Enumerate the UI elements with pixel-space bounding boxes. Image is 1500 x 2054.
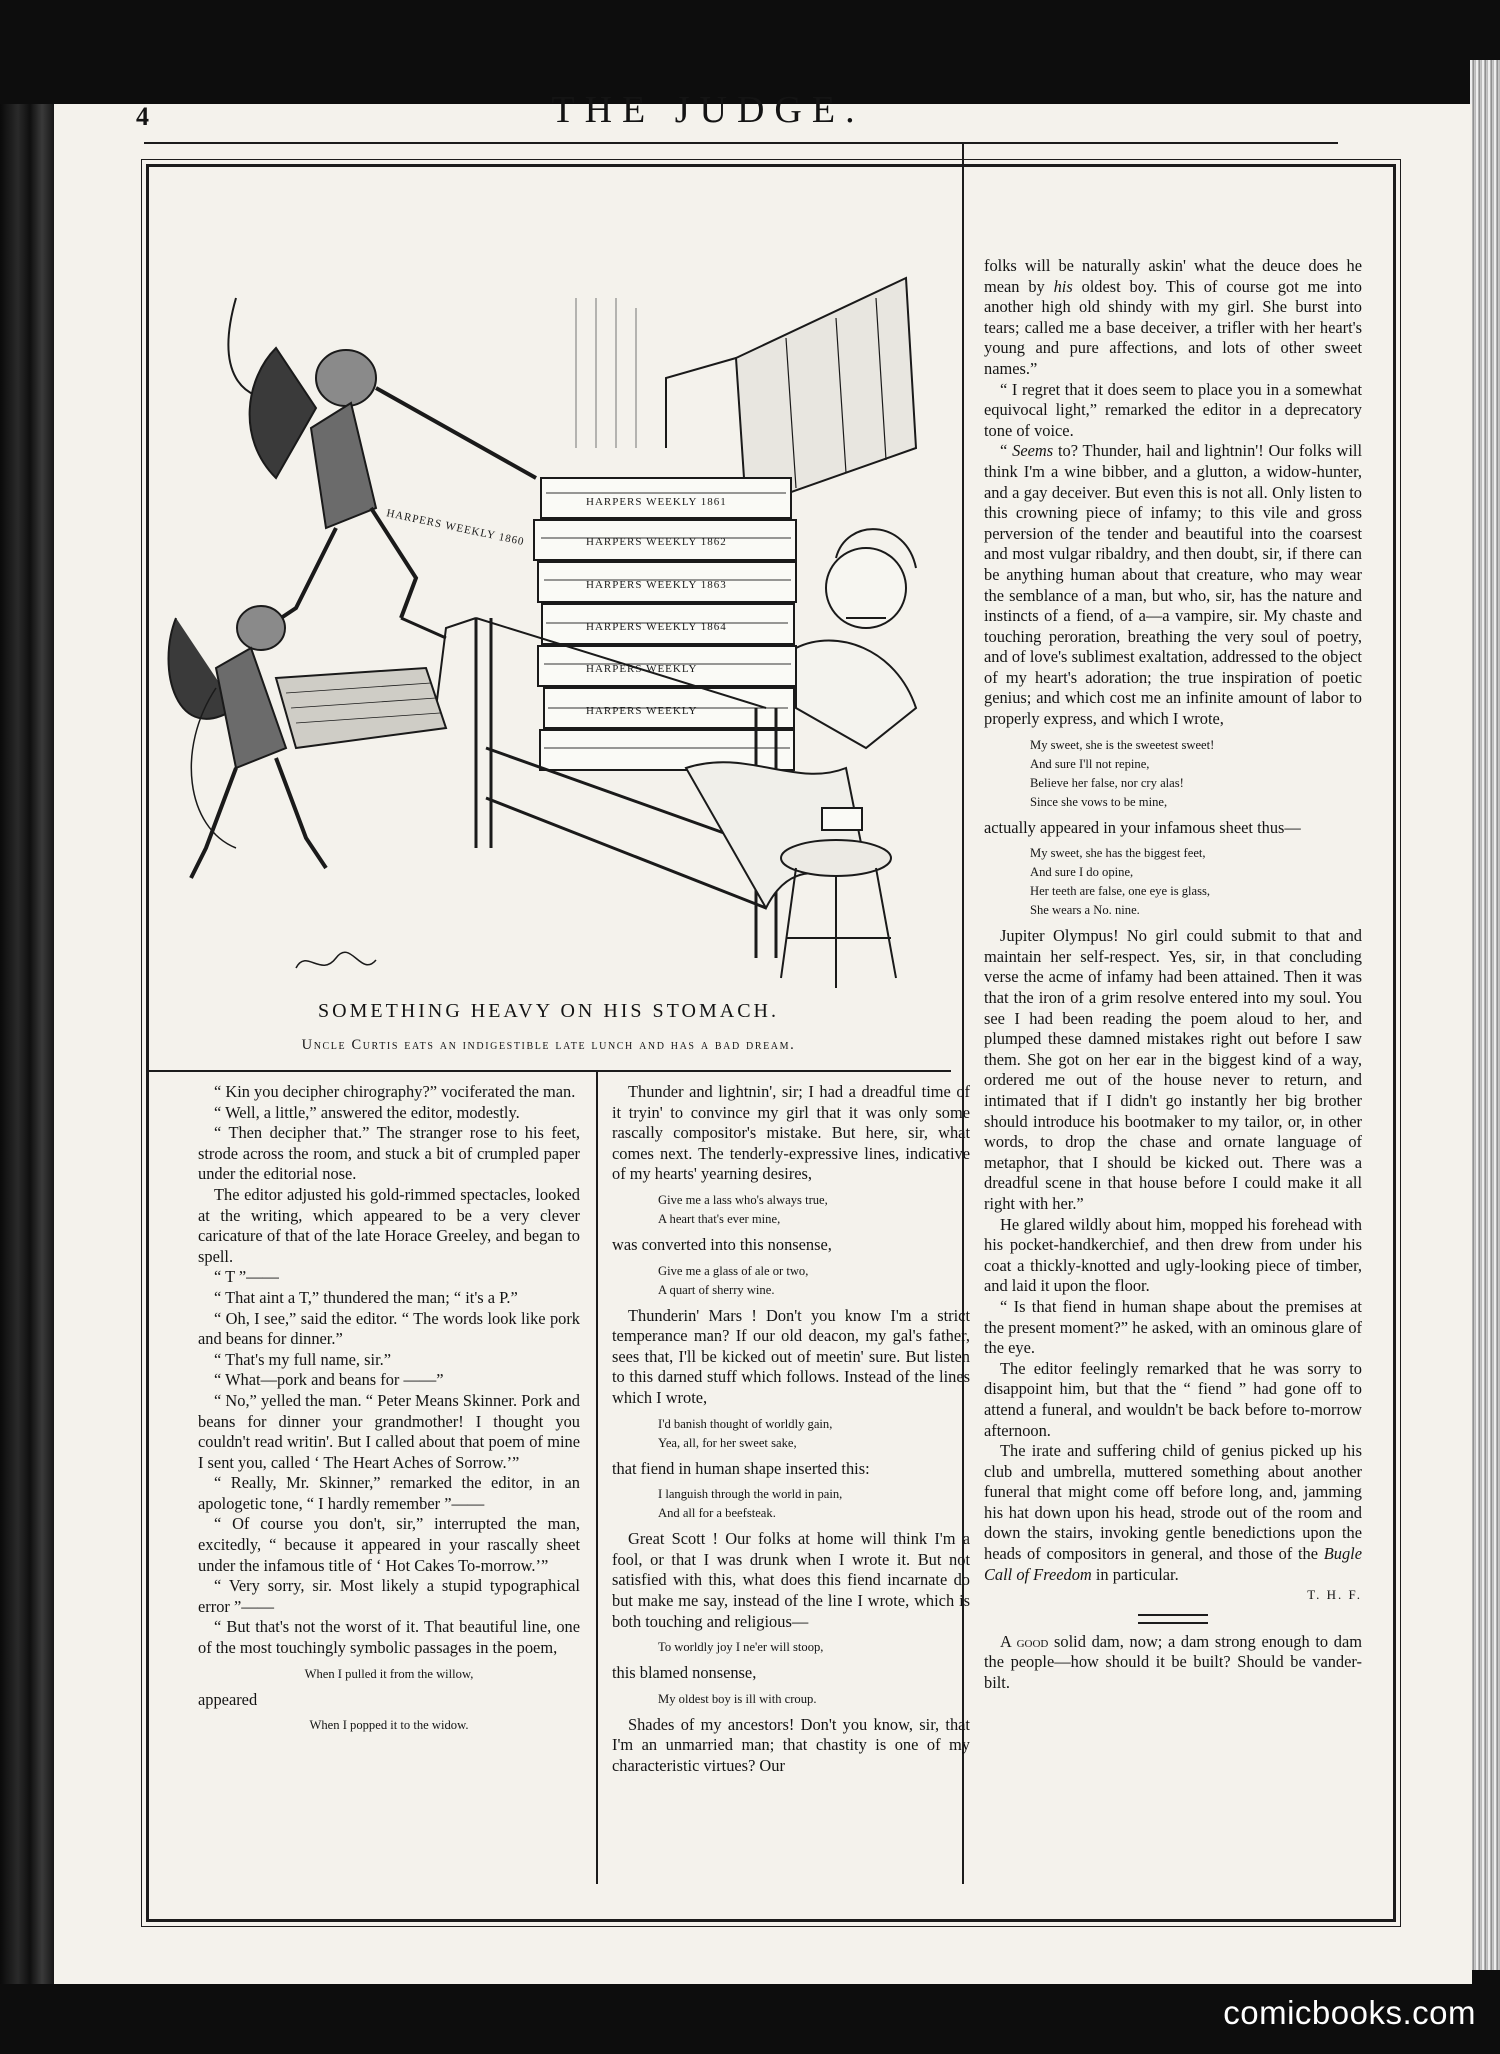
illustration-caption-subtitle: Uncle Curtis eats an indigestible late lunch and has a bad dream. xyxy=(301,1037,796,1053)
verse-line: A heart that's ever mine, xyxy=(658,1211,781,1226)
verse-line: Yea, all, for her sweet sake, xyxy=(658,1435,797,1450)
text-run: in particular. xyxy=(1091,1564,1179,1584)
article-column-1 xyxy=(198,1082,580,1741)
text-run: A xyxy=(1000,1631,1017,1651)
verse xyxy=(1030,844,1362,920)
paragraph xyxy=(984,1632,1362,1694)
illustration-caption-title: SOMETHING HEAVY ON HIS STOMACH. xyxy=(318,1000,779,1022)
verse xyxy=(658,1485,970,1523)
author-initials: T. H. F. xyxy=(1307,1587,1362,1603)
book-spine-label: HARPERS WEEKLY 1863 xyxy=(586,579,727,591)
caption-rule xyxy=(146,1070,951,1072)
book-spine-label: HARPERS WEEKLY xyxy=(586,663,698,675)
paragraph: “ Then decipher that.” The stranger rose to his feet, strode across the room, and stuck a bit of crumpled paper under the editorial nose. xyxy=(198,1123,580,1184)
text-run: to? Thunder, hail and lightnin'! Our folks will think I'm a wine bibber, and a glutton, a widow-hunter, and a gay deceiver. But even this is not all. Only listen to this crowning piece of infamy; to this vile and gross perversion of the tender and beautiful into the coarsest and most vulgar ribaldry, and then doubt, sir, if there can be anything human about that creature, who may wear the semblance of a man, but who, sir, has the nature and instincts of a fiend, of a—a vampire, sir. My chaste and touching peroration, breathing the very soul of poetry, and of love's sublimest exaltation, addressed to the object of my heart's adoration; the true inspiration of poetic genius; and which cost me an infinite amount of labor to properly express, and which I wrote, xyxy=(984,441,1362,729)
paragraph: Shades of my ancestors! Don't you know, sir, that I'm an unmarried man; that chastity is one of my characteristic virtues? Our xyxy=(612,1714,970,1775)
page-number: 4 xyxy=(136,102,149,131)
masthead-title: THE JUDGE. xyxy=(551,89,865,131)
paragraph: “ No,” yelled the man. “ Peter Means Skinner. Pork and beans for dinner your grandmother! I thought you couldn't read writin'. But I called about that poem of mine I sent you, called ‘ The Heart Aches of Sorrow.’” xyxy=(198,1390,580,1472)
paragraph: Thunder and lightnin', sir; I had a dreadful time of it tryin' to convince my girl that it was only some rascally compositor's mistake. But here, sir, what comes next. The tenderly-expressive lines, indicative of my hearts' yearning desires, xyxy=(612,1082,970,1184)
paragraph xyxy=(984,256,1362,380)
book-spine-label: HARPERS WEEKLY 1860 xyxy=(385,507,526,549)
paragraph: “ T ”—— xyxy=(214,1267,279,1287)
verse xyxy=(1030,736,1362,812)
paragraph: appeared xyxy=(198,1689,258,1709)
text-run: folks will be naturally askin' what the deuce does he mean by xyxy=(984,256,1362,296)
book-spine-label: HARPERS WEEKLY 1862 xyxy=(586,536,727,548)
paragraph: Jupiter Olympus! No girl could submit to that and maintain her self-respect. Yes, sir, in that concluding verse the acme of infamy had been attained. Then it was that the iron of a grim resolve entered into my soul. You see I had been reading the poem aloud to her, and plumped these damned mistakes right out before I saw them. She got on her ear in the biggest kind of a way, ordered me out of the house never to return, and intimated that if I didn't go instantly her big brother should introduce his bootmaker to my tailor, or, in other words, to drop the chase and ornate language of metaphor, that I should be kicked out. There was a dreadful scene in that house before I could make it all right with her.” xyxy=(984,926,1362,1213)
paragraph: “ That's my full name, sir.” xyxy=(214,1349,391,1369)
verse-line: A quart of sherry wine. xyxy=(658,1282,775,1297)
verse xyxy=(658,1191,970,1229)
verse-line: And sure I'll not repine, xyxy=(1030,756,1150,771)
paragraph: Thunderin' Mars ! Don't you know I'm a strict temperance man? If our old deacon, my gal's father, sees that, I'll be kicked out of meetin' sure. But listen to this darned stuff which follows. Instead of the lines which I wrote, xyxy=(612,1305,970,1407)
verse-line: My sweet, she has the biggest feet, xyxy=(1030,846,1206,861)
paragraph: “ I regret that it does seem to place you in a somewhat equivocal light,” remarked the editor in a deprecatory tone of voice. xyxy=(984,379,1362,440)
paragraph xyxy=(984,441,1362,729)
paragraph: “ Of course you don't, sir,” interrupted the man, excitedly, “ because it appeared in your rascally sheet under the infamous title of ‘ Hot Cakes To-morrow.’” xyxy=(198,1514,580,1575)
verse-line: Give me a lass who's always true, xyxy=(658,1192,828,1207)
verse-line: I'd banish thought of worldly gain, xyxy=(658,1416,833,1431)
paragraph xyxy=(984,1441,1362,1585)
watermark: comicbooks.com xyxy=(1223,1994,1476,2031)
column-rule-middle xyxy=(596,1072,598,1884)
paragraph: “ Very sorry, sir. Most likely a stupid typographical error ”—— xyxy=(198,1576,580,1616)
verse-line: And all for a beefsteak. xyxy=(658,1506,776,1521)
verse-line: When I pulled it from the willow, xyxy=(304,1666,474,1681)
verse xyxy=(658,1638,970,1657)
article-column-2 xyxy=(612,1082,970,1776)
verse xyxy=(658,1690,970,1709)
paragraph: He glared wildly about him, mopped his forehead with his pocket-handkerchief, and then drew from under his coat a thickly-knotted and ugly-looking piece of timber, and laid it upon the floor. xyxy=(984,1214,1362,1296)
paragraph: “ Kin you decipher chirography?” vociferated the man. xyxy=(214,1082,576,1101)
verse-line: Since she vows to be mine, xyxy=(1030,794,1168,809)
verse-line: Give me a glass of ale or two, xyxy=(658,1263,809,1278)
paragraph: “ Is that fiend in human shape about the premises at the present moment?” he asked, with an ominous glare of the eye. xyxy=(984,1296,1362,1358)
verse-line: My sweet, she is the sweetest sweet! xyxy=(1030,737,1215,752)
emphasis: Seems xyxy=(1012,441,1054,461)
text-run: “ xyxy=(1000,441,1013,461)
article-column-3 xyxy=(984,256,1362,1694)
verse-line: When I popped it to the widow. xyxy=(309,1718,469,1733)
book-spine-label: HARPERS WEEKLY 1864 xyxy=(586,621,727,633)
paragraph: The editor feelingly remarked that he was sorry to disappoint him, but that the “ fiend ” had gone off to attend a funeral, and wouldn't be back before to-morrow afternoon. xyxy=(984,1358,1362,1440)
verse-line: She wears a No. nine. xyxy=(1030,903,1140,918)
verse xyxy=(658,1262,970,1300)
paragraph: “ Well, a little,” answered the editor, modestly. xyxy=(214,1102,520,1122)
cartoon-illustration xyxy=(146,148,951,992)
emphasis: his xyxy=(1053,276,1073,296)
verse xyxy=(658,1415,970,1453)
verse-line: My oldest boy is ill with croup. xyxy=(658,1691,817,1706)
verse-line: Her teeth are false, one eye is glass, xyxy=(1030,884,1211,899)
book-spine-label: HARPERS WEEKLY xyxy=(586,705,698,717)
section-ornament xyxy=(1138,1614,1208,1624)
small-caps-text: good xyxy=(1016,1631,1049,1651)
text-run: solid dam, now; a dam strong enough to dam the people—how should it be built? Should be vander-bilt. xyxy=(984,1631,1362,1693)
paragraph: actually appeared in your infamous sheet thus— xyxy=(984,817,1301,837)
verse-line: To worldly joy I ne'er will stoop, xyxy=(658,1640,824,1655)
cartoon-drawing xyxy=(146,148,951,992)
signature-line xyxy=(984,1585,1362,1606)
paragraph: Great Scott ! Our folks at home will think I'm a fool, or that I was drunk when I wrote it. But not satisfied with this, what does this fiend incarnate do but make me say, instead of the line I wrote, which is both touching and religious— xyxy=(612,1529,970,1631)
paragraph: that fiend in human shape inserted this: xyxy=(612,1458,870,1478)
text-run: The irate and suffering child of genius picked up his club and umbrella, muttered something about another funeral that might come off before long, and, jamming his hat down upon his head, strode out of the room and down the stairs, invoking gentle benedictions upon the heads of compositors in general, and those of the xyxy=(984,1441,1362,1564)
paragraph: “ Oh, I see,” said the editor. “ The words look like pork and beans for dinner.” xyxy=(198,1308,580,1349)
verse xyxy=(198,1716,580,1735)
paragraph: “ That aint a T,” thundered the man; “ it's a P.” xyxy=(214,1287,518,1307)
devil-figure-1 xyxy=(229,298,537,648)
paragraph: this blamed nonsense, xyxy=(612,1663,757,1683)
page-edges xyxy=(1470,60,1500,1970)
paragraph: The editor adjusted his gold-rimmed spectacles, looked at the writing, which appeared to be a very clever caricature of that of the late Horace Greeley, and began to spell. xyxy=(198,1184,580,1266)
verse-line: I languish through the world in pain, xyxy=(658,1487,843,1502)
paragraph: was converted into this nonsense, xyxy=(612,1234,832,1254)
verse-line: Believe her false, nor cry alas! xyxy=(1030,775,1184,790)
verse-line: And sure I do opine, xyxy=(1030,865,1134,880)
paragraph: “ Really, Mr. Skinner,” remarked the editor, in an apologetic tone, “ I hardly remember ”—— xyxy=(198,1473,580,1513)
verse xyxy=(198,1665,580,1684)
emphasis: Bugle Call of Freedom xyxy=(984,1544,1362,1584)
book-binding xyxy=(0,104,56,1984)
paragraph: “ What—pork and beans for ——” xyxy=(214,1370,444,1390)
header-rule xyxy=(144,142,1338,144)
book-spine-label: HARPERS WEEKLY 1861 xyxy=(586,496,727,508)
paragraph: “ But that's not the worst of it. That beautiful line, one of the most touchingly symbolic passages in the poem, xyxy=(198,1617,580,1658)
text-run: oldest boy. This of course got me into another high old shindy with my girl. She burst into tears; called me a base deceiver, a trifler with her heart's young and pure affections, and lots of other sweet names.” xyxy=(984,276,1362,378)
